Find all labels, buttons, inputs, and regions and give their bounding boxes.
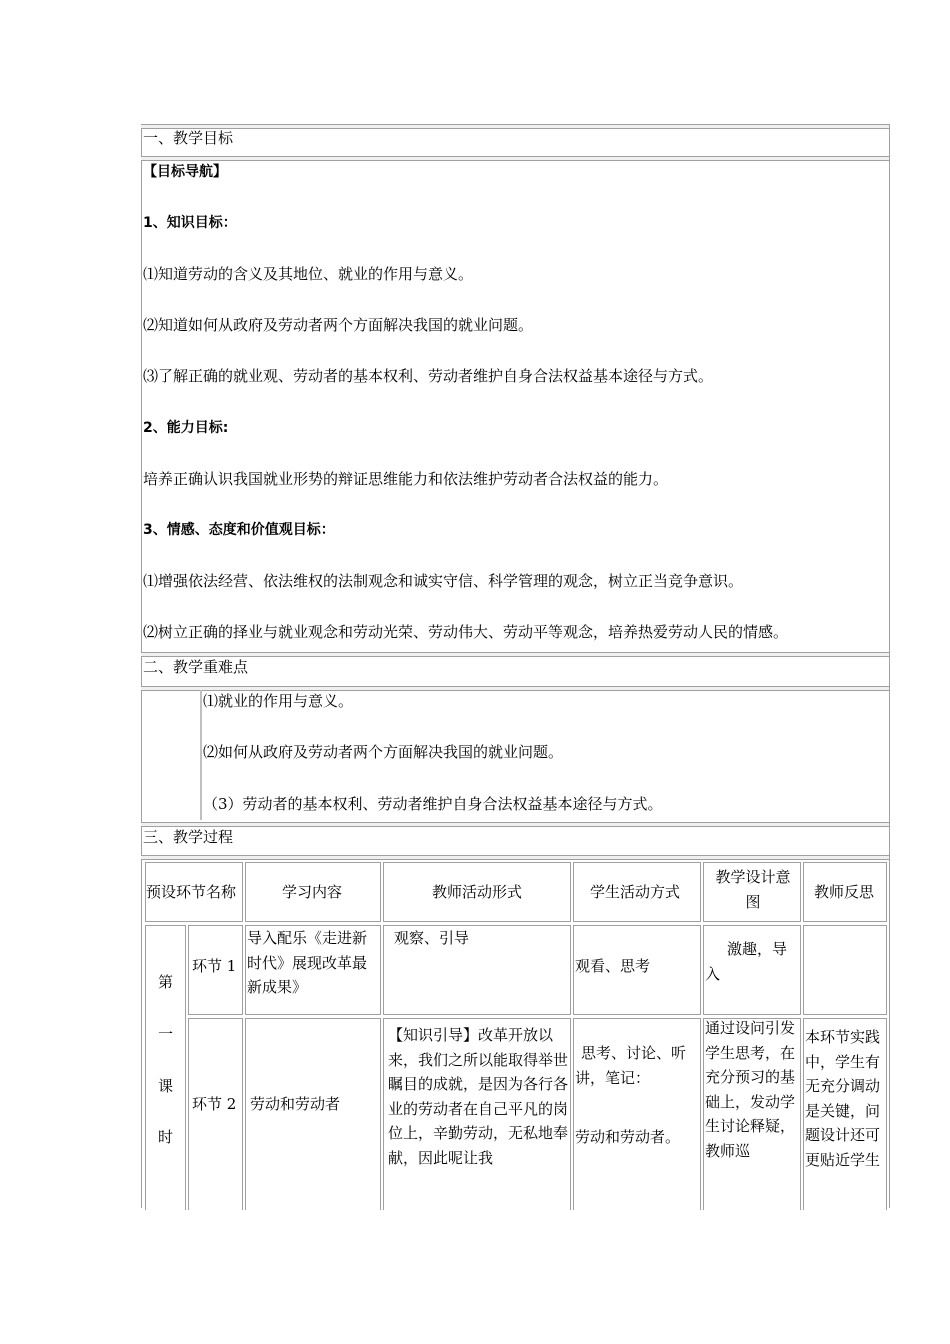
goal-nav-heading: 【目标导航】 [143,164,227,180]
row-reflection: 本环节实践中，学生有无充分调动是关键，问题设计还可更贴近学生 [805,1028,881,1169]
emotion-goal-heading: 3、情感、态度和价值观目标： [143,522,335,538]
header-cell [245,862,381,922]
ability-goal-heading: 2、能力目标: [143,420,229,436]
reflection-cell [803,925,887,1015]
header-cell [703,862,801,922]
step-name: 环节 2 [192,1095,237,1113]
section-title-process: 三、教学过程 [143,828,234,846]
keypoint-item: ⑵如何从政府及劳动者两个方面解决我国的就业问题。 [203,743,564,761]
knowledge-item: ⑵知道如何从政府及劳动者两个方面解决我国的就业问题。 [143,316,534,334]
header-student: 学生活动方式 [590,883,681,901]
divider [141,855,889,860]
teacher-cell [383,925,571,1015]
lesson-label-cell [145,925,186,1210]
header-intent: 教学设计意图 [715,868,791,911]
divider [141,156,889,161]
header-cell [573,862,701,922]
step-name: 环节 1 [192,957,237,975]
content-cell [245,925,381,1015]
row-student: 思考、讨论、听讲，笔记： [575,1044,687,1087]
header-cell [803,862,887,922]
knowledge-goal-heading: 1、知识目标： [143,215,237,231]
intent-cell [703,1018,801,1210]
lesson-char: 第 [158,973,174,991]
row-intent: 激趣，导入 [705,940,788,983]
knowledge-item: ⑶了解正确的就业观、劳动者的基本权利、劳动者维护自身合法权益基本途径与方式。 [143,367,714,385]
lesson-char: 一 [158,1025,174,1043]
row-teacher: 观察、引导 [394,929,470,947]
keypoint-item: ⑴就业的作用与意义。 [203,692,354,710]
divider [141,822,889,827]
row-content: 导入配乐《走进新时代》展现改革最新成果》 [247,929,368,996]
header-cell [383,862,571,922]
step-cell [188,925,243,1015]
header-teacher: 教师活动形式 [432,883,523,901]
lesson-char: 时 [158,1128,174,1146]
row-intent: 通过设问引发学生思考，在充分预习的基础上，发动学生讨论释疑，教师巡 [705,1019,796,1160]
row-student: 观看、思考 [575,957,651,975]
indent-bar [200,690,202,820]
emotion-item: ⑴增强依法经营、依法维权的法制观念和诚实守信、科学管理的观念，树立正当竞争意识。 [143,572,744,590]
teacher-cell [383,1018,571,1210]
header-content: 学习内容 [282,883,343,901]
row-teacher: 【知识引导】改革开放以来，我们之所以能取得举世瞩目的成就，是因为各行各业的劳动者在自己平凡的岗位上，辛勤劳动，无私地奉献，因此呢让我 [388,1026,569,1167]
section-title-goals: 一、教学目标 [143,129,234,147]
student-cell [573,925,701,1015]
emotion-item: ⑵树立正确的择业与就业观念和劳动光荣、劳动伟大、劳动平等观念，培养热爱劳动人民的情感。 [143,623,789,641]
content-cell [245,1018,381,1210]
header-cell [145,862,243,922]
divider [141,124,889,129]
student-cell [573,1018,701,1210]
lesson-char: 课 [158,1077,174,1095]
header-step-name: 预设环节名称 [146,883,237,901]
header-reflection: 教师反思 [814,883,875,901]
row-content: 劳动和劳动者 [250,1095,341,1113]
row-student: 劳动和劳动者。 [575,1128,681,1146]
section-title-keypoints: 二、教学重难点 [143,658,249,676]
intent-cell [703,925,801,1015]
reflection-cell [803,1018,887,1210]
ability-goal-text: 培养正确认识我国就业形势的辩证思维能力和依法维护劳动者合法权益的能力。 [143,470,669,488]
divider [141,652,889,657]
knowledge-item: ⑴知道劳动的含义及其地位、就业的作用与意义。 [143,265,474,283]
step-cell [188,1018,243,1210]
divider [141,686,889,691]
keypoint-item: （3）劳动者的基本权利、劳动者维护自身合法权益基本途径与方式。 [203,795,663,813]
